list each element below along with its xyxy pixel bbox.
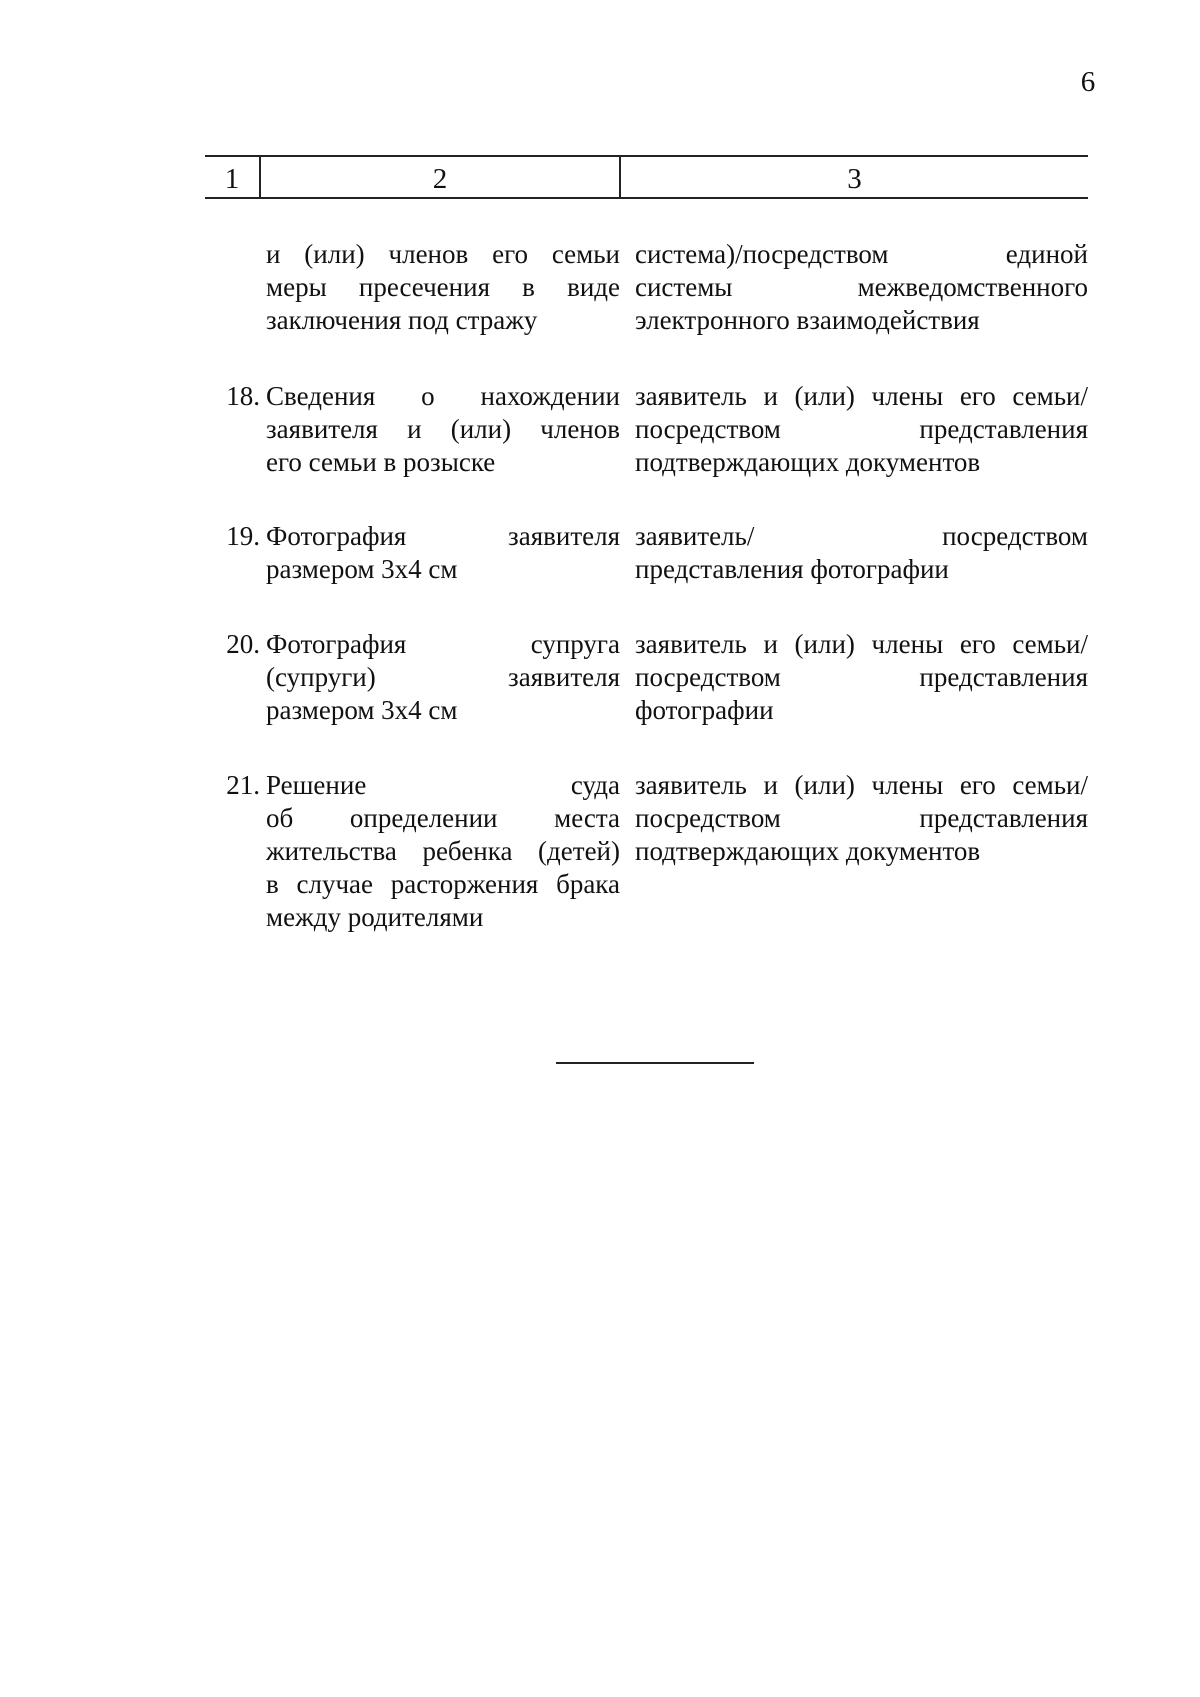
text-line: (супруги) заявителя <box>266 662 620 692</box>
end-of-document-rule <box>556 1062 754 1064</box>
row-document-name <box>266 520 620 586</box>
row-number: 20. <box>226 629 260 659</box>
text-line: размером 3x4 см <box>266 554 458 584</box>
text-line: посредством представления <box>635 662 1088 692</box>
text-line: подтверждающих документов <box>635 447 981 477</box>
text-line: его семьи в розыске <box>266 447 496 477</box>
text-line: электронного взаимодействия <box>635 305 980 335</box>
row-number: 21. <box>226 770 260 800</box>
row-document-name <box>266 380 620 479</box>
text-line: заключения под стражу <box>266 305 538 335</box>
text-line: размером 3x4 см <box>266 695 458 725</box>
text-line: жительства ребенка (детей) <box>266 836 620 866</box>
table-header <box>205 155 1088 199</box>
text-line: посредством представления <box>635 803 1088 833</box>
table-header-col-2: 2 <box>261 157 621 197</box>
row-source <box>635 628 1088 727</box>
text-line: посредством представления <box>635 414 1088 444</box>
text-line: заявитель и (или) члены его семьи/ <box>635 629 1088 659</box>
text-line: заявитель и (или) члены его семьи/ <box>635 381 1088 411</box>
row-source <box>635 769 1088 868</box>
row-number: 18. <box>226 381 260 411</box>
text-line: меры пресечения в виде <box>266 272 620 302</box>
text-line: заявителя и (или) членов <box>266 414 620 444</box>
row-document-name <box>266 238 620 337</box>
text-line: и (или) членов его семьи <box>266 239 620 269</box>
table-header-col-3: 3 <box>847 162 862 195</box>
text-line: об определении места <box>266 803 620 833</box>
table-header-col-1: 1 <box>205 157 261 197</box>
text-line: представления фотографии <box>635 554 949 584</box>
page-number: 6 <box>1080 66 1096 98</box>
text-line: системы межведомственного <box>635 272 1088 302</box>
row-number: 19. <box>226 521 260 551</box>
row-document-name <box>266 769 620 934</box>
text-line: Решение суда <box>266 770 620 800</box>
text-line: в случае расторжения брака <box>266 869 620 899</box>
text-line: фотографии <box>635 695 774 725</box>
text-line: система)/посредством единой <box>635 239 1088 269</box>
row-source <box>635 380 1088 479</box>
text-line: Сведения о нахождении <box>266 381 620 411</box>
text-line: заявитель и (или) члены его семьи/ <box>635 770 1088 800</box>
row-document-name <box>266 628 620 727</box>
text-line: Фотография супруга <box>266 629 620 659</box>
text-line: заявитель/ посредством <box>635 521 1088 551</box>
text-line: Фотография заявителя <box>266 521 620 551</box>
text-line: между родителями <box>266 902 484 932</box>
text-line: подтверждающих документов <box>635 836 981 866</box>
row-source <box>635 520 1088 586</box>
row-source <box>635 238 1088 337</box>
